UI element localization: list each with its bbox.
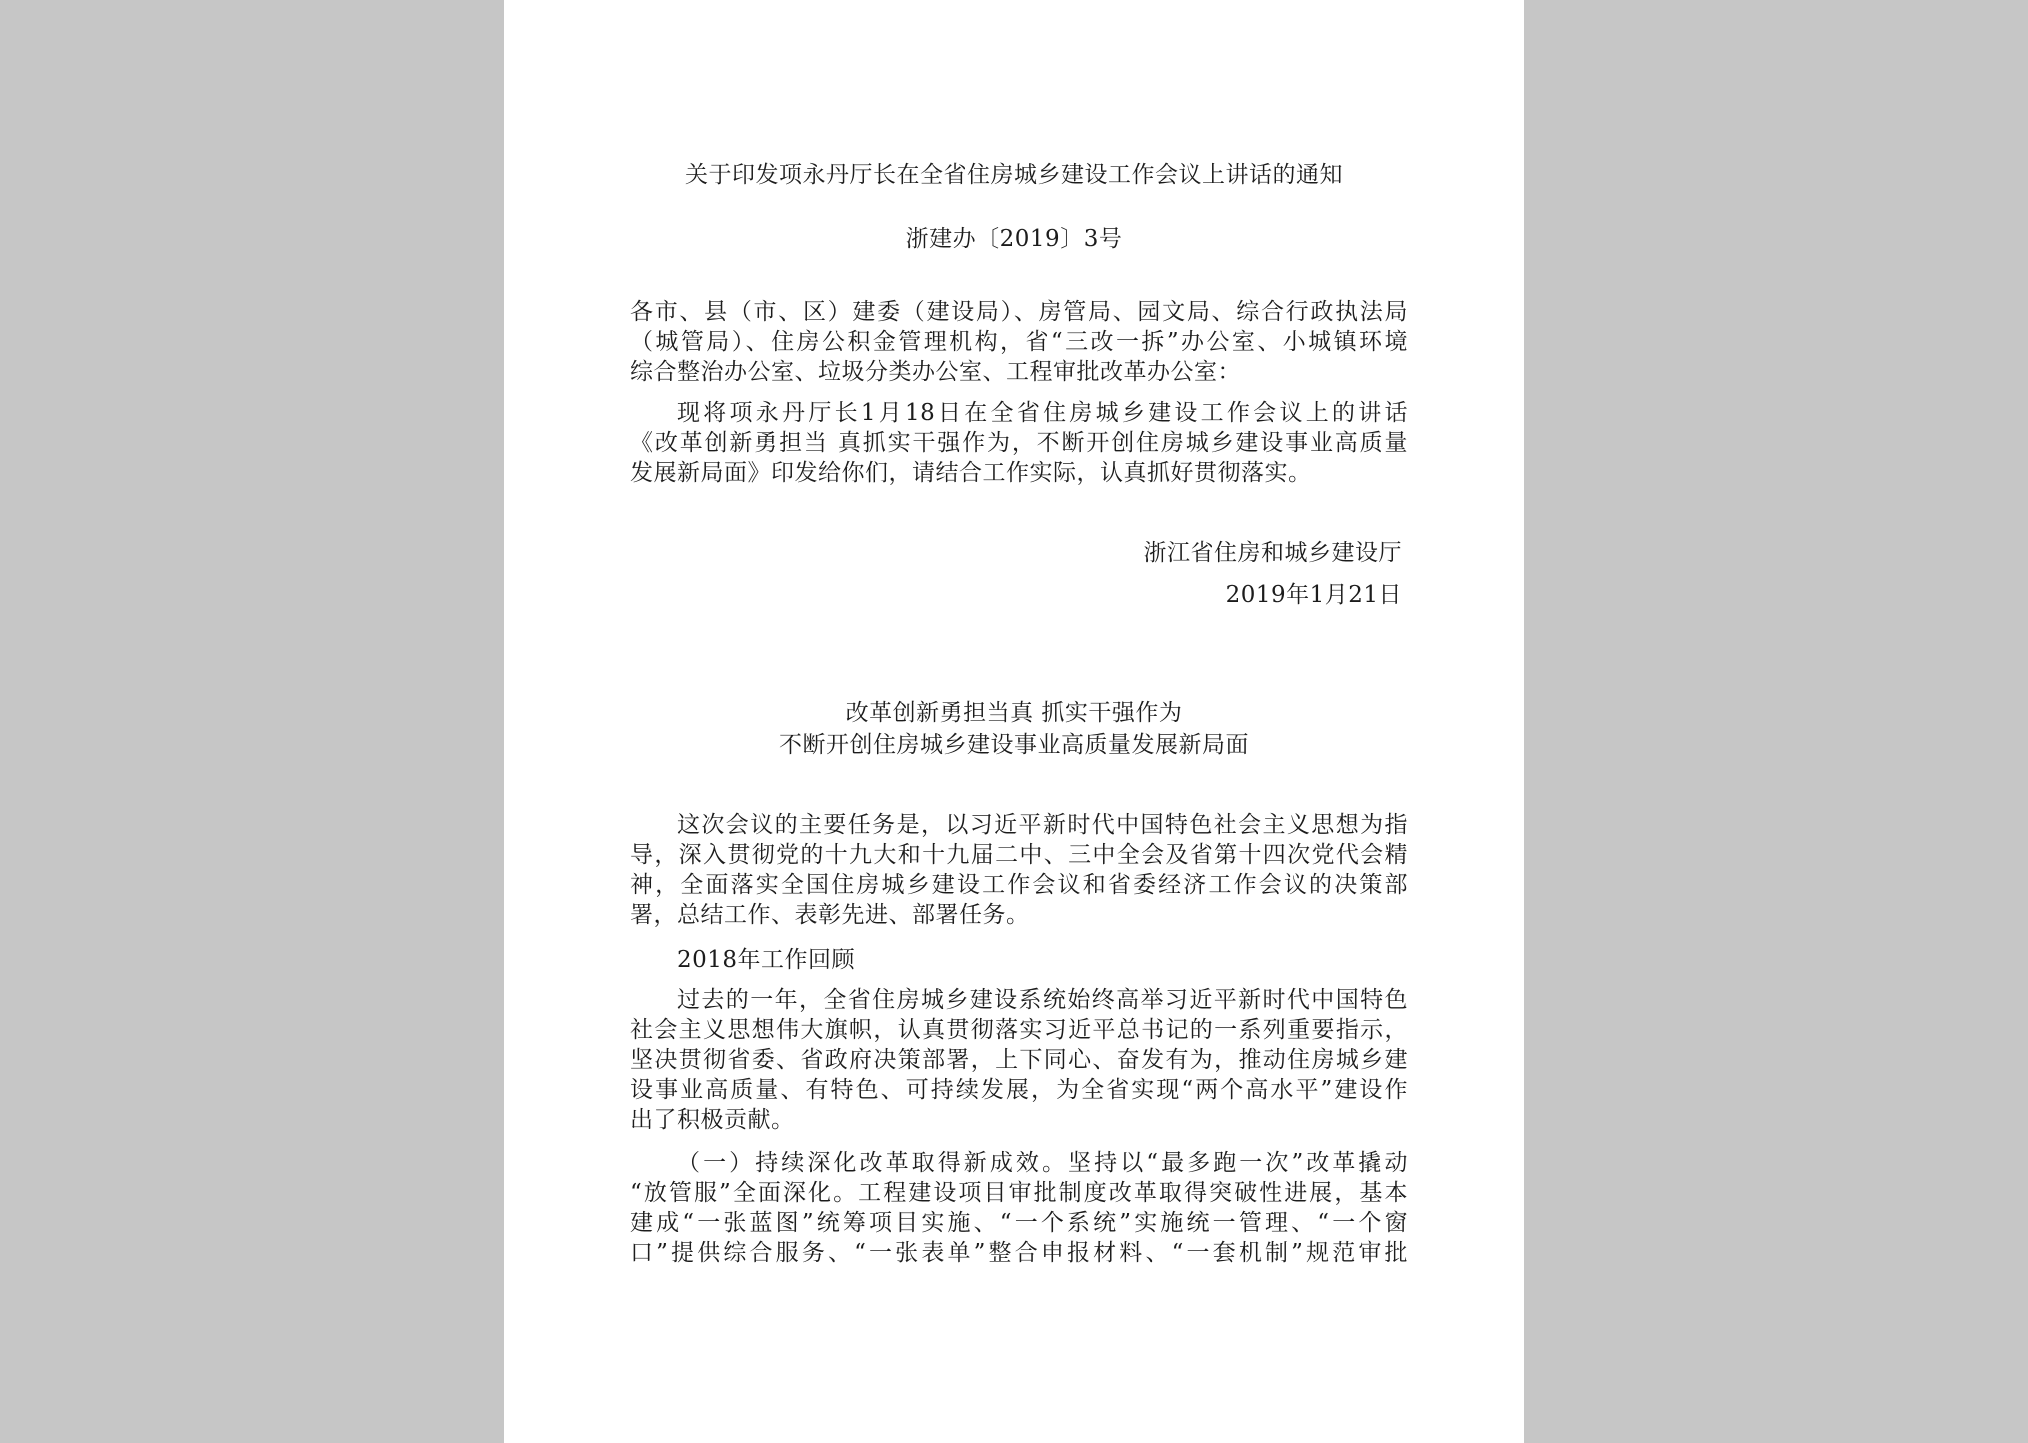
- speech-title-line2: 不断开创住房城乡建设事业高质量发展新局面: [779, 732, 1249, 758]
- paragraph-line: 建成“一张蓝图”统筹项目实施、“一个系统”实施统一管理、“一个窗: [630, 1210, 1408, 1236]
- notice-body-line: 发展新局面》印发给你们，请结合工作实际，认真抓好贯彻落实。: [630, 460, 1312, 486]
- document-page: [504, 0, 1524, 1443]
- paragraph-line: “放管服”全面深化。工程建设项目审批制度改革取得突破性进展，基本: [630, 1180, 1408, 1206]
- doc-number: 浙建办〔2019〕3号: [905, 226, 1123, 252]
- notice-body-line: 《改革创新勇担当 真抓实干强作为，不断开创住房城乡建设事业高质量: [630, 430, 1408, 456]
- paragraph-line: 神，全面落实全国住房城乡建设工作会议和省委经济工作会议的决策部: [630, 872, 1408, 898]
- recipients-line: 综合整治办公室、垃圾分类办公室、工程审批改革办公室：: [630, 359, 1241, 385]
- paragraph-line: 署，总结工作、表彰先进、部署任务。: [630, 902, 1030, 928]
- paragraph-line: 出了积极贡献。: [630, 1107, 795, 1133]
- paragraph-line: 过去的一年，全省住房城乡建设系统始终高举习近平新时代中国特色: [677, 987, 1408, 1013]
- paragraph-line: 坚决贯彻省委、省政府决策部署，上下同心、奋发有为，推动住房城乡建: [630, 1047, 1408, 1073]
- notice-body-line: 现将项永丹厅长1月18日在全省住房城乡建设工作会议上的讲话: [677, 400, 1408, 426]
- paragraph-line: 社会主义思想伟大旗帜，认真贯彻落实习近平总书记的一系列重要指示，: [630, 1017, 1408, 1043]
- paragraph-line: 设事业高质量、有特色、可持续发展，为全省实现“两个高水平”建设作: [630, 1077, 1408, 1103]
- paragraph-line: 这次会议的主要任务是，以习近平新时代中国特色社会主义思想为指: [677, 812, 1408, 838]
- paragraph-line: （一）持续深化改革取得新成效。坚持以“最多跑一次”改革撬动: [677, 1150, 1408, 1176]
- recipients-line: （城管局）、住房公积金管理机构，省“三改一拆”办公室、小城镇环境: [630, 329, 1408, 355]
- section-heading: 2018年工作回顾: [677, 947, 856, 973]
- paragraph-line: 导，深入贯彻党的十九大和十九届二中、三中全会及省第十四次党代会精: [630, 842, 1408, 868]
- speech-title-line1: 改革创新勇担当真 抓实干强作为: [845, 700, 1183, 726]
- notice-title: 关于印发项永丹厅长在全省住房城乡建设工作会议上讲话的通知: [685, 162, 1343, 188]
- issuer: 浙江省住房和城乡建设厅: [1143, 540, 1402, 566]
- paragraph-line: 口”提供综合服务、“一张表单”整合申报材料、“一套机制”规范审批: [630, 1240, 1408, 1266]
- recipients-line: 各市、县（市、区）建委（建设局）、房管局、园文局、综合行政执法局: [630, 299, 1408, 325]
- issue-date: 2019年1月21日: [1225, 582, 1402, 608]
